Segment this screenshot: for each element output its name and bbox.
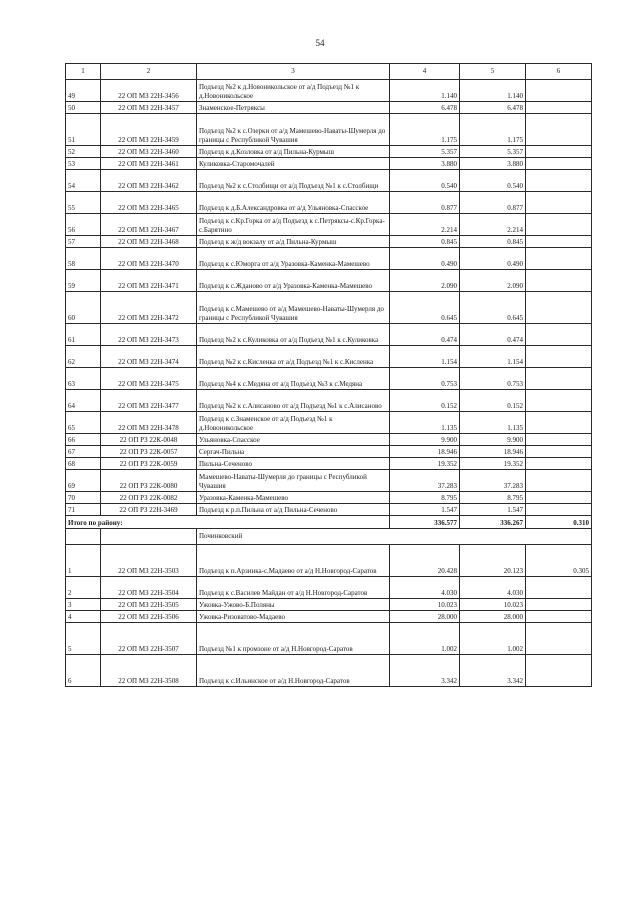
length-col5: 3.880: [460, 158, 526, 170]
table-row: [66, 270, 592, 292]
road-code: 22 ОП МЗ 22Н-3470: [101, 248, 197, 270]
road-code: 22 ОП РЗ 22К-0048: [101, 434, 197, 446]
road-code: 22 ОП МЗ 22Н-3456: [101, 80, 197, 102]
row-number: 61: [66, 324, 101, 346]
length-col6: [526, 623, 592, 655]
road-code: 22 ОП РЗ 22К-0080: [101, 470, 197, 492]
table-row: [66, 292, 592, 324]
row-number: 70: [66, 492, 101, 504]
road-code: 22 ОП МЗ 22Н-3468: [101, 236, 197, 248]
row-number: 56: [66, 214, 101, 236]
length-total: 0.845: [390, 236, 460, 248]
length-total: 20.428: [390, 545, 460, 577]
road-name: Куликовка-Старомочалей: [197, 158, 390, 170]
road-name: Подъезд №4 к с.Медяна от а/д Подъезд №3 к с.Медяна: [197, 368, 390, 390]
road-name: Уразовка-Каменка-Мамешево: [197, 492, 390, 504]
length-col5: 8.795: [460, 492, 526, 504]
total-col4: 336.577: [390, 516, 460, 529]
road-name: Подъезд к п.Арзинка-с.Мадаево от а/д Н.Новгород-Саратов: [197, 545, 390, 577]
table-row: [66, 458, 592, 470]
length-col6: [526, 248, 592, 270]
length-col5: 18.946: [460, 446, 526, 458]
table-body-lower: [66, 545, 592, 687]
road-name: Ульяновка-Спасское: [197, 434, 390, 446]
road-code: 22 ОП МЗ 22Н-3459: [101, 114, 197, 146]
road-code: 22 ОП МЗ 22Н-3477: [101, 390, 197, 412]
table-row: [66, 446, 592, 458]
length-total: 1.135: [390, 412, 460, 434]
length-total: 10.023: [390, 599, 460, 611]
road-name: Подъезд к р.п.Пильна от а/д Пильна-Сеченово: [197, 504, 390, 516]
length-col6: [526, 158, 592, 170]
length-col6: [526, 236, 592, 248]
length-col5: 20.123: [460, 545, 526, 577]
road-name: Подъезд к с.Юморга от а/д Уразовка-Каменка-Мамешево: [197, 248, 390, 270]
length-col5: 1.547: [460, 504, 526, 516]
length-col5: 5.357: [460, 146, 526, 158]
table-row: [66, 655, 592, 687]
length-total: 2.090: [390, 270, 460, 292]
length-col5: 0.540: [460, 170, 526, 192]
length-total: 0.490: [390, 248, 460, 270]
length-total: 6.478: [390, 102, 460, 114]
road-code: 22 ОП МЗ 22Н-3471: [101, 270, 197, 292]
row-number: 5: [66, 623, 101, 655]
road-code: 22 ОП РЗ 22К-0082: [101, 492, 197, 504]
road-name: Ужовка-Ужово-Б.Поляны: [197, 599, 390, 611]
length-total: 9.900: [390, 434, 460, 446]
length-col6: [526, 102, 592, 114]
row-number: 55: [66, 192, 101, 214]
length-col6: [526, 599, 592, 611]
length-total: 37.283: [390, 470, 460, 492]
length-total: 0.877: [390, 192, 460, 214]
length-col5: 0.490: [460, 248, 526, 270]
length-total: 0.474: [390, 324, 460, 346]
row-number: 60: [66, 292, 101, 324]
length-col5: 1.154: [460, 346, 526, 368]
length-col5: 6.478: [460, 102, 526, 114]
road-name: Подъезд №2 к д.Новоникольское от а/д Подъезд №1 к д.Новоникольское: [197, 80, 390, 102]
table-row: [66, 545, 592, 577]
road-code: 22 ОП МЗ 22Н-3474: [101, 346, 197, 368]
district-spacer: [101, 529, 197, 545]
road-code: 22 ОП МЗ 22Н-3508: [101, 655, 197, 687]
road-name: Знаменское-Петряксы: [197, 102, 390, 114]
header-cell: 1: [66, 64, 101, 80]
table-row: [66, 346, 592, 368]
road-name: Подъезд №2 к с.Алисаново от а/д Подъезд №1 к с.Алисаново: [197, 390, 390, 412]
district-name: Починковский: [197, 529, 592, 545]
length-total: 0.645: [390, 292, 460, 324]
row-number: 59: [66, 270, 101, 292]
length-total: 28.000: [390, 611, 460, 623]
table-row: [66, 158, 592, 170]
length-col6: [526, 324, 592, 346]
table-row: [66, 248, 592, 270]
road-code: 22 ОП МЗ 22Н-3461: [101, 158, 197, 170]
length-col6: [526, 390, 592, 412]
row-number: 52: [66, 146, 101, 158]
table-row: [66, 214, 592, 236]
row-number: 51: [66, 114, 101, 146]
length-col5: 1.135: [460, 412, 526, 434]
length-total: 5.357: [390, 146, 460, 158]
road-name: Подъезд №1 к промзоне от а/д Н.Новгород-Саратов: [197, 623, 390, 655]
header-cell: 3: [197, 64, 390, 80]
length-total: 0.753: [390, 368, 460, 390]
district-row: [66, 529, 592, 545]
length-total: 19.352: [390, 458, 460, 470]
length-col6: [526, 611, 592, 623]
road-name: Мамешево-Наваты-Шумерля до границы с Республикой Чувашия: [197, 470, 390, 492]
length-col6: [526, 458, 592, 470]
road-code: 22 ОП МЗ 22Н-3503: [101, 545, 197, 577]
length-col5: 1.002: [460, 623, 526, 655]
length-col5: 2.090: [460, 270, 526, 292]
table-row: [66, 492, 592, 504]
total-col5: 336.267: [460, 516, 526, 529]
length-col5: 0.845: [460, 236, 526, 248]
road-name: Подъезд №2 к с.Куликовка от а/д Подъезд №1 к с.Куликовка: [197, 324, 390, 346]
road-code: 22 ОП МЗ 22Н-3504: [101, 577, 197, 599]
road-name: Подъезд №2 к с.Столбищи от а/д Подъезд №1 к с.Столбищи: [197, 170, 390, 192]
row-number: 67: [66, 446, 101, 458]
row-number: 54: [66, 170, 101, 192]
row-number: 64: [66, 390, 101, 412]
length-col5: 4.030: [460, 577, 526, 599]
table-row: [66, 504, 592, 516]
length-col6: [526, 292, 592, 324]
row-number: 69: [66, 470, 101, 492]
length-total: 1.547: [390, 504, 460, 516]
table-row: [66, 80, 592, 102]
header-cell: 2: [101, 64, 197, 80]
length-total: 1.175: [390, 114, 460, 146]
page-number: 54: [315, 38, 325, 48]
length-col5: 0.753: [460, 368, 526, 390]
table-row: [66, 623, 592, 655]
length-total: 0.152: [390, 390, 460, 412]
road-code: 22 ОП РЗ 22К-0057: [101, 446, 197, 458]
road-code: 22 ОП РЗ 22К-0059: [101, 458, 197, 470]
road-code: 22 ОП МЗ 22Н-3507: [101, 623, 197, 655]
length-col5: 1.175: [460, 114, 526, 146]
row-number: 65: [66, 412, 101, 434]
length-col5: 37.283: [460, 470, 526, 492]
table-row: [66, 470, 592, 492]
row-number: 3: [66, 599, 101, 611]
length-total: 8.795: [390, 492, 460, 504]
header-cell: 4: [390, 64, 460, 80]
length-col5: 28.000: [460, 611, 526, 623]
road-code: 22 ОП МЗ 22Н-3505: [101, 599, 197, 611]
table-row: [66, 170, 592, 192]
header-row: [66, 64, 592, 80]
district-spacer: [66, 529, 101, 545]
road-name: Подъезд к с.Знаменское от а/д Подъезд №1 к д.Новоникольское: [197, 412, 390, 434]
road-code: 22 ОП МЗ 22Н-3478: [101, 412, 197, 434]
length-col6: [526, 446, 592, 458]
length-col6: [526, 114, 592, 146]
length-col6: [526, 412, 592, 434]
length-total: 3.342: [390, 655, 460, 687]
road-code: 22 ОП МЗ 22Н-3467: [101, 214, 197, 236]
table-row: [66, 102, 592, 114]
row-number: 68: [66, 458, 101, 470]
length-col6: [526, 470, 592, 492]
table-body-summary: [66, 516, 592, 545]
length-col5: 0.645: [460, 292, 526, 324]
total-row: [66, 516, 592, 529]
table-row: [66, 114, 592, 146]
length-col6: [526, 270, 592, 292]
length-total: 1.140: [390, 80, 460, 102]
length-col5: 9.900: [460, 434, 526, 446]
length-col5: 0.152: [460, 390, 526, 412]
length-total: 1.002: [390, 623, 460, 655]
length-total: 4.030: [390, 577, 460, 599]
road-name: Сергач-Пильна: [197, 446, 390, 458]
row-number: 66: [66, 434, 101, 446]
table-row: [66, 577, 592, 599]
row-number: 50: [66, 102, 101, 114]
row-number: 6: [66, 655, 101, 687]
row-number: 62: [66, 346, 101, 368]
length-col5: 19.352: [460, 458, 526, 470]
length-col5: 3.342: [460, 655, 526, 687]
header-cell: 6: [526, 64, 592, 80]
length-col6: [526, 192, 592, 214]
road-name: Подъезд №2 к с.Озерки от а/д Мамешево-Наваты-Шумерля до границы с Республикой Чувашия: [197, 114, 390, 146]
road-table: [65, 63, 592, 687]
road-name: Подъезд к д.Б.Александровка от а/д Ульяновка-Спасское: [197, 192, 390, 214]
road-name: Подъезд к с.Жданово от а/д Уразовка-Каменка-Мамешево: [197, 270, 390, 292]
row-number: 49: [66, 80, 101, 102]
total-col6: 0.310: [526, 516, 592, 529]
length-col5: 1.140: [460, 80, 526, 102]
road-name: Подъезд к с.Ильинское от а/д Н.Новгород-Саратов: [197, 655, 390, 687]
length-col6: [526, 170, 592, 192]
length-total: 0.540: [390, 170, 460, 192]
length-col6: [526, 346, 592, 368]
road-name: Подъезд к ж/д вокзалу от а/д Пильна-Курмыш: [197, 236, 390, 248]
length-total: 18.946: [390, 446, 460, 458]
table-row: [66, 412, 592, 434]
length-col6: [526, 655, 592, 687]
table-row: [66, 390, 592, 412]
table-row: [66, 324, 592, 346]
road-name: Ужовка-Ризоватово-Мадаево: [197, 611, 390, 623]
road-code: 22 ОП МЗ 22Н-3457: [101, 102, 197, 114]
length-col5: 2.214: [460, 214, 526, 236]
road-name: Пильна-Сеченово: [197, 458, 390, 470]
road-code: 22 ОП РЗ 22Н-3469: [101, 504, 197, 516]
length-col5: 0.877: [460, 192, 526, 214]
table-row: [66, 368, 592, 390]
length-col6: [526, 80, 592, 102]
length-col6: [526, 368, 592, 390]
road-code: 22 ОП МЗ 22Н-3472: [101, 292, 197, 324]
row-number: 57: [66, 236, 101, 248]
length-col6: [526, 492, 592, 504]
table-row: [66, 192, 592, 214]
row-number: 1: [66, 545, 101, 577]
road-code: 22 ОП МЗ 22Н-3473: [101, 324, 197, 346]
road-name: Подъезд к с.Мамешево от а/д Мамешево-Наваты-Шумерля до границы с Республикой Чувашия: [197, 292, 390, 324]
length-total: 1.154: [390, 346, 460, 368]
road-code: 22 ОП МЗ 22Н-3460: [101, 146, 197, 158]
length-col6: [526, 214, 592, 236]
length-col6: [526, 577, 592, 599]
length-col6: [526, 434, 592, 446]
length-col5: 10.023: [460, 599, 526, 611]
table-row: [66, 146, 592, 158]
road-name: Подъезд к д.Козловка от а/д Пильна-Курмыш: [197, 146, 390, 158]
table-row: [66, 599, 592, 611]
length-col6: [526, 146, 592, 158]
row-number: 63: [66, 368, 101, 390]
road-code: 22 ОП МЗ 22Н-3465: [101, 192, 197, 214]
length-total: 3.880: [390, 158, 460, 170]
row-number: 71: [66, 504, 101, 516]
row-number: 4: [66, 611, 101, 623]
length-col5: 0.474: [460, 324, 526, 346]
table-row: [66, 236, 592, 248]
road-name: Подъезд к с.Василев Майдан от а/д Н.Новгород-Саратов: [197, 577, 390, 599]
table-row: [66, 611, 592, 623]
header-cell: 5: [460, 64, 526, 80]
row-number: 58: [66, 248, 101, 270]
road-name: Подъезд №2 к с.Кисленка от а/д Подъезд №1 к с.Кисленка: [197, 346, 390, 368]
table-row: [66, 434, 592, 446]
length-col6: 0.305: [526, 545, 592, 577]
road-code: 22 ОП МЗ 22Н-3475: [101, 368, 197, 390]
length-col6: [526, 504, 592, 516]
row-number: 2: [66, 577, 101, 599]
row-number: 53: [66, 158, 101, 170]
road-name: Подъезд к с.Кр.Горка от а/д Подъезд к с.Петряксы-с.Кр.Горка-с.Барятино: [197, 214, 390, 236]
total-label: Итого по району:: [66, 516, 390, 529]
road-code: 22 ОП МЗ 22Н-3462: [101, 170, 197, 192]
length-total: 2.214: [390, 214, 460, 236]
road-code: 22 ОП МЗ 22Н-3506: [101, 611, 197, 623]
table-body-upper: [66, 80, 592, 516]
